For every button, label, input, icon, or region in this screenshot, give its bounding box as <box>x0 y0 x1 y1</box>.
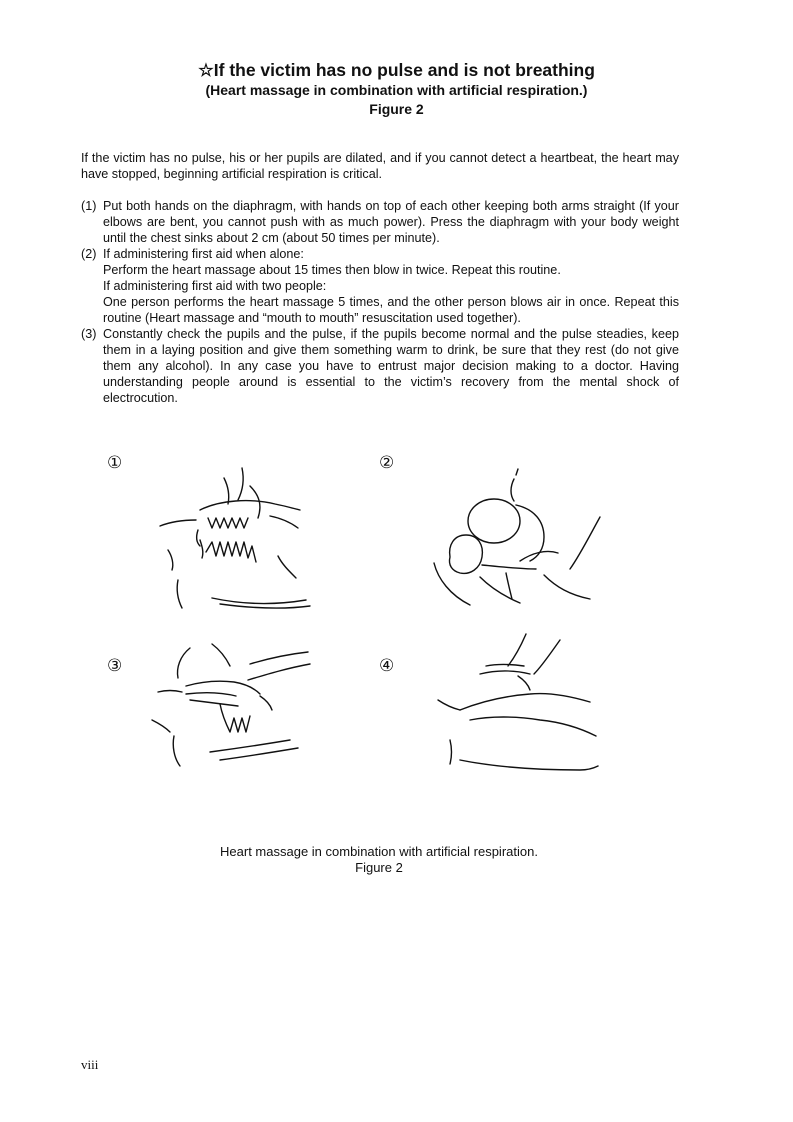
step-3 <box>81 326 679 406</box>
illustration-hands-on-chest <box>150 460 320 620</box>
step-2 <box>81 246 679 326</box>
figure-marker-4: ④ <box>379 656 395 675</box>
step-text: Perform the heart massage about 15 times then blow in twice. Repeat this routine. <box>103 263 561 277</box>
page-title <box>0 60 793 81</box>
step-number: (3) <box>81 327 97 341</box>
figure-marker-1: ① <box>107 453 123 472</box>
step-1 <box>81 198 679 246</box>
steps-list <box>81 198 679 406</box>
step-text: If administering first aid with two people: <box>103 279 327 293</box>
step-text: One person performs the heart massage 5 times, and the other person blows air in once. Repeat this routine (Heart massage and “mouth to mouth” resuscitation used together). <box>103 295 679 325</box>
step-number: (2) <box>81 247 97 261</box>
star-icon: ☆ <box>198 60 214 80</box>
page-subtitle: (Heart massage in combination with artificial respiration.) <box>205 82 588 98</box>
illustration-compression-side <box>430 630 605 780</box>
illustration-hand-position <box>150 640 320 775</box>
step-text: If administering first aid when alone: <box>103 247 304 261</box>
illustration-mouth-to-mouth <box>420 465 620 615</box>
figure-label: Figure 2 <box>369 101 424 117</box>
intro-paragraph: If the victim has no pulse, his or her pupils are dilated, and if you cannot detect a heartbeat, the heart may have stopped, beginning artificial respiration is critical. <box>81 151 679 181</box>
title-text: If the victim has no pulse and is not breathing <box>213 60 595 80</box>
figure-caption-label: Figure 2 <box>355 860 403 875</box>
step-number: (1) <box>81 199 97 213</box>
figure-marker-3: ③ <box>107 656 123 675</box>
step-text: Constantly check the pupils and the pulse, if the pupils become normal and the pulse steadies, keep them in a laying position and give them something warm to drink, be sure that they rest (do not give them any alcohol). In any case you have to entrust major decision making to a doctor. Having understanding people around is essential to the victim’s recovery from the mental shock of electrocution. <box>103 327 679 405</box>
step-text: Put both hands on the diaphragm, with hands on top of each other keeping both arms straight (If your elbows are bent, you cannot push with as much power). Press the diaphragm with your body weight until the chest sinks about 2 cm (about 50 times per minute). <box>103 199 679 245</box>
figure-caption: Heart massage in combination with artificial respiration. <box>220 844 538 859</box>
page-number: viii <box>81 1057 99 1072</box>
figure-marker-2: ② <box>379 453 395 472</box>
